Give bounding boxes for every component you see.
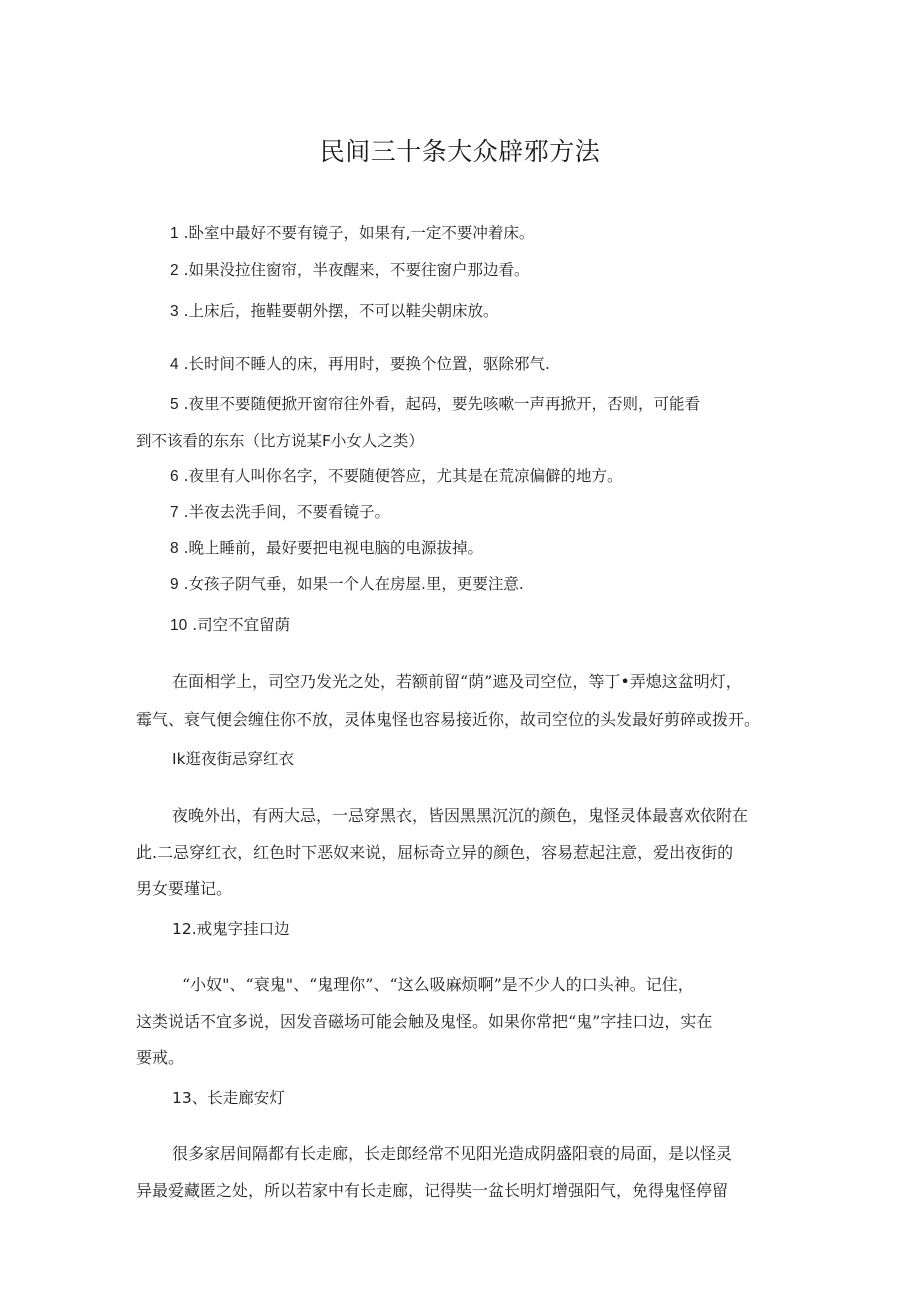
item-number: 2 (170, 262, 179, 279)
list-item (170, 500, 390, 522)
list-item (170, 221, 534, 243)
list-item (170, 536, 483, 558)
paragraph-line: 霉气、衰气便会缠住你不放，灵体鬼怪也容易接近你，故司空位的头发最好剪碎或拨开。 (136, 710, 761, 729)
page-title: 民间三十条大众辟邪方法 (319, 137, 601, 166)
item-text: .上床后，拖鞋要朝外摆，不可以鞋尖朝床放。 (183, 302, 499, 320)
item-number: 6 (170, 468, 179, 485)
item-number: 8 (170, 540, 179, 557)
item-text: .长时间不睡人的床，再用时，要换个位置，驱除邪气. (183, 355, 550, 373)
paragraph-line: 这类说话不宜多说，因发音磁场可能会触及鬼怪。如果你常把“鬼”字挂口边，实在 (136, 1012, 713, 1031)
paragraph-line: 很多家居间隔都有长走廊，长走郎经常不见阳光造成阴盛阳衰的局面，是以怪灵 (172, 1144, 733, 1163)
list-item-continuation: 到不该看的东东（比方说某F小女人之类） (136, 432, 424, 450)
paragraph-line: 男女要瑾记。 (136, 879, 233, 898)
paragraph-line: 夜晚外出，有两大忌，一忌穿黑衣，皆因黑黑沉沉的颜色，鬼怪灵体最喜欢依附在 (172, 806, 749, 825)
item-text: .晚上睡前，最好要把电视电脑的电源拔掉。 (183, 539, 483, 557)
list-item (170, 572, 524, 594)
section-heading: Ik逛夜街忌穿红衣 (172, 750, 295, 768)
item-text: .半夜去洗手间，不要看镜子。 (183, 503, 390, 521)
list-item (170, 299, 499, 321)
item-number: 4 (170, 356, 179, 373)
paragraph-line: “小奴"、“衰鬼"、“鬼理你”、“这么吸麻烦啊”是不少人的口头神。记住， (182, 975, 694, 994)
list-item (170, 352, 550, 374)
list-item (170, 464, 623, 486)
item-number: 7 (170, 504, 179, 521)
item-number: 3 (170, 303, 179, 320)
paragraph-line: 在面相学上，司空乃发光之处，若额前留“荫”遮及司空位，等丁•弄熄这盆明灯， (172, 672, 742, 691)
item-text: .夜里有人叫你名字，不要随便答应，尤其是在荒凉偏僻的地方。 (183, 467, 623, 485)
list-item (170, 392, 700, 414)
paragraph-line: 异最爱藏匿之处，所以若家中有长走廊，记得奘一盆长明灯增强阳气，免得鬼怪停留 (136, 1181, 729, 1200)
item-text: .司空不宜留荫 (192, 616, 291, 634)
section-heading: 13、长走廊安灯 (172, 1089, 285, 1107)
paragraph-line: 要戒。 (136, 1048, 185, 1067)
list-item (170, 258, 530, 280)
item-text: .卧室中最好不要有镜子，如果有,一定不要冲着床。 (183, 224, 535, 242)
item-text: .如果没拉住窗帘，半夜醒来，不要往窗户那边看。 (183, 261, 530, 279)
item-number: 5 (170, 396, 179, 413)
item-text: .夜里不要随便掀开窗帘往外看，起码，要先咳嗽一声再掀开，否则，可能看 (183, 395, 700, 413)
item-number: 10 (170, 617, 188, 634)
paragraph-line: 此.二忌穿红衣，红色时下恶奴来说，屈标奇立异的颜色，容易惹起注意，爱出夜街的 (136, 843, 734, 862)
item-number: 9 (170, 576, 179, 593)
list-item (170, 613, 290, 635)
section-heading: 12.戒鬼字挂口边 (172, 920, 290, 938)
item-text: .女孩子阴气垂，如果一个人在房屋.里，更要注意. (183, 575, 524, 593)
item-number: 1 (170, 225, 179, 242)
